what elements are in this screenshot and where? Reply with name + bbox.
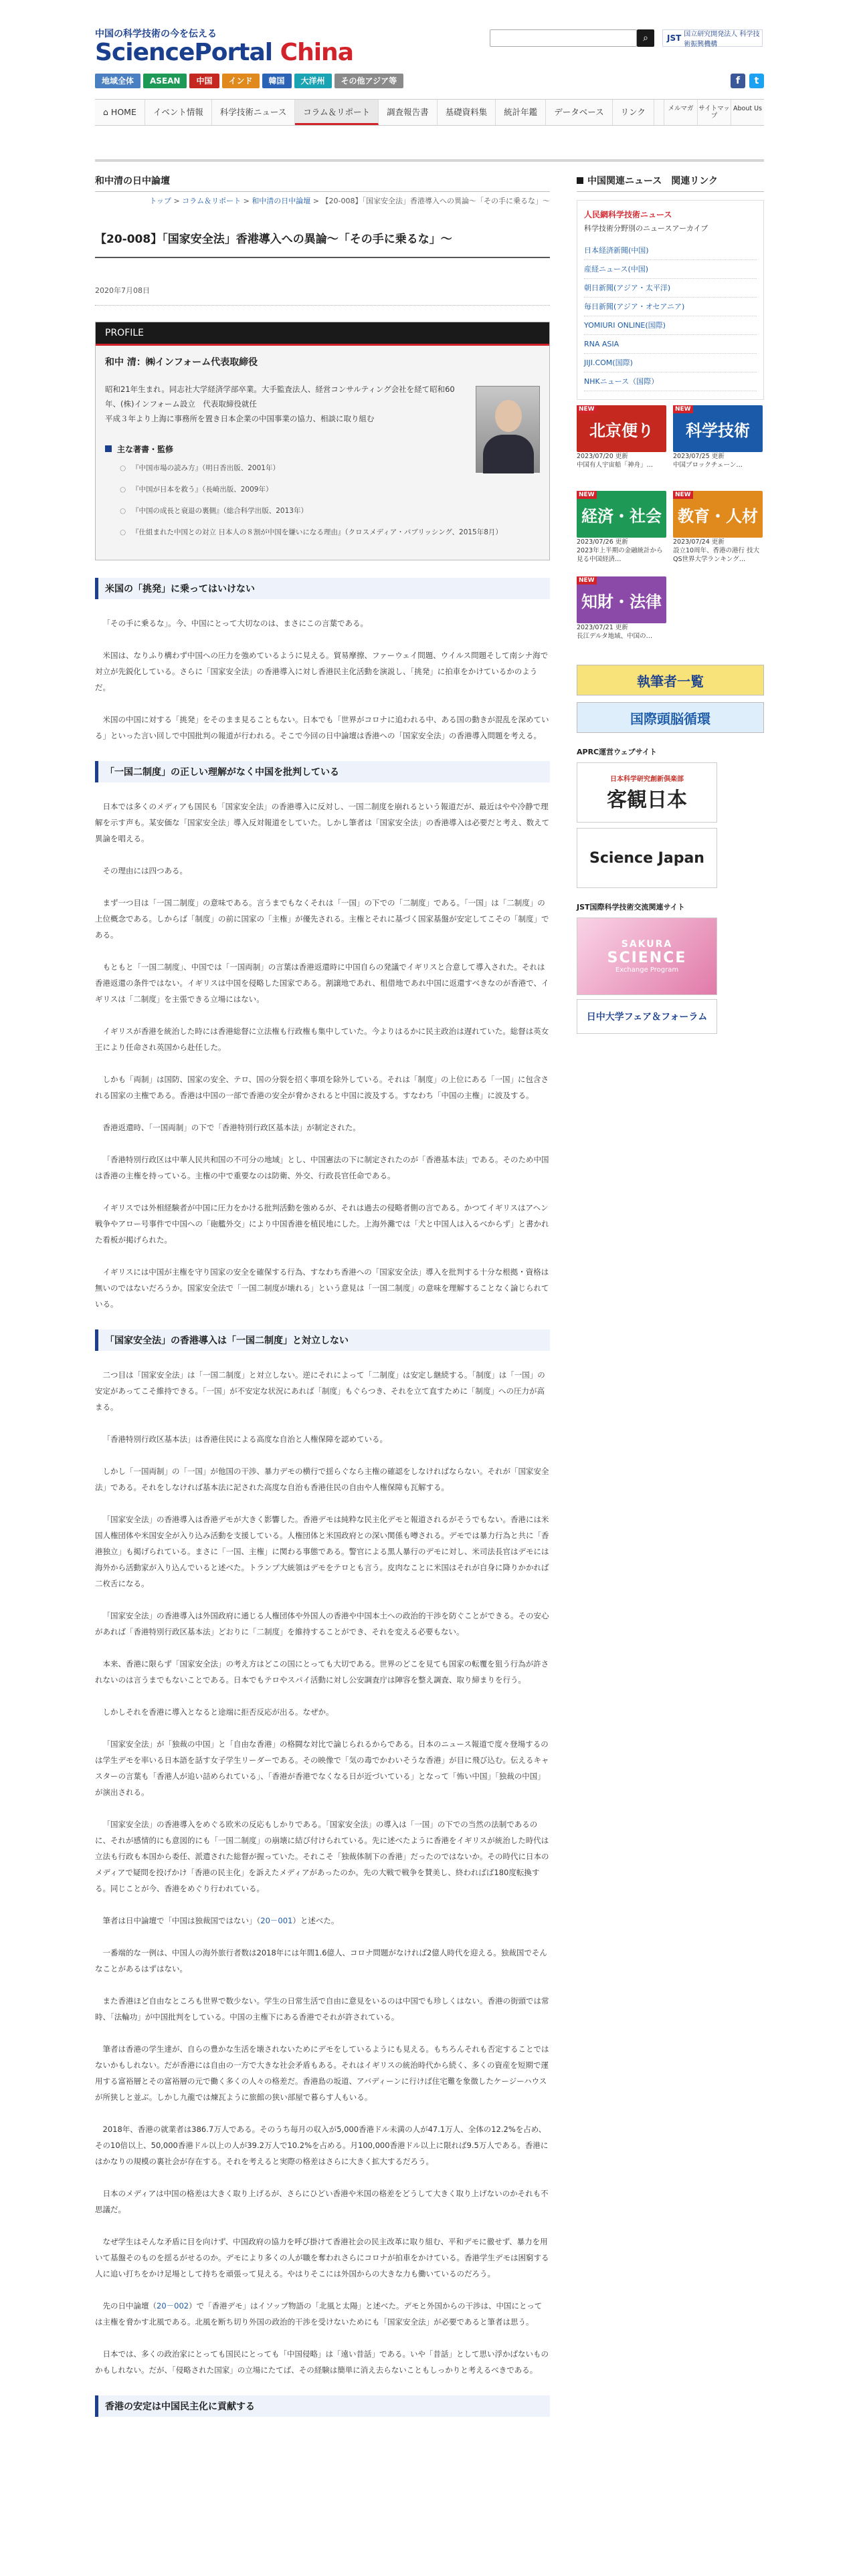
paragraph: 「国家安全法」の香港導入は香港デモが大きく影響した。香港デモは純粋な民主化デモと報道されるがそうでもない。香港には米国人権団体や米国安全が入り込み活動を支援している。人権団体と米国政府との深い関係も噂される。デモでは暴力行為と共に「香港独立」も掲げられている。まさに「一国、主権」に関わる事態である。警官による黒人暴行のデモに対し、米司法長官はデモには海外から活動家が入り込んでいると述べた。トランプ大統領はデモをテロとも言う。皮肉なことに米国はそれが自身に降りかかれば二枚舌になる。 xyxy=(95,1515,549,1588)
news-link[interactable]: RNA ASIA xyxy=(584,335,757,354)
news-link[interactable]: JIJI.COM(国際) xyxy=(584,354,757,372)
paragraph: 「香港特別行政区基本法」は香港住民による高度な自治と人権保障を認めている。 xyxy=(102,1434,387,1444)
thumbnail-image: NEW 北京便り xyxy=(577,405,666,452)
breadcrumb-column[interactable]: コラム＆リポート xyxy=(182,197,242,205)
new-badge: NEW xyxy=(577,491,597,499)
thumbnail-card[interactable] xyxy=(577,576,666,658)
region-tab[interactable]: ASEAN xyxy=(143,74,187,88)
search-input[interactable] xyxy=(490,29,637,47)
paragraph: 米国の中国に対する「挑発」をそのまま見ることもない。日本でも「世界がコロナに追われる中、ある国の動きが混乱を深めている」といった言い回しで中国批判の報道が行われる。そこで今回の日中論壇は香港への「国家安全法」の香港導入問題を考える。 xyxy=(95,715,549,740)
site-logo[interactable] xyxy=(95,39,353,66)
news-links xyxy=(584,241,757,391)
thumbnail-card[interactable] xyxy=(673,405,763,487)
region-tab[interactable]: その他アジア等 xyxy=(335,74,404,88)
thumbnail-caption: 2023/07/26 更新 2023年上半期の金融統計から見る中国経済… xyxy=(577,538,663,563)
header-divider xyxy=(95,159,764,162)
paragraph: しかし「一国両制」の「一国」が他国の干渉、暴力デモの横行で揺らぐなら主権の確認をしなければならない。それが「国家安全法」である。それをしなければ基本法に記された高度な自治も香港住民の自由や人権保障も瓦解する。 xyxy=(95,1467,549,1492)
paragraph: また香港ほど自由なところも世界で数少ない。学生の日常生活で自由に意見をいるのは中国でも珍しくはない。香港の街頭では常時、「法輪功」が中国批判をしている。中国の主権下にある香港でそれが許されている。 xyxy=(95,1996,549,2022)
article-heading: 香港の安定は中国民主化に貢献する xyxy=(95,2395,550,2417)
works-heading: 主な著書・監修 xyxy=(105,443,540,455)
science-japan-banner[interactable]: Science Japan xyxy=(577,828,717,888)
article-title: 【20-008】「国家安全法」香港導入への異論～「その手に乗るな」～ xyxy=(95,229,550,258)
thumbnail-card[interactable] xyxy=(673,491,763,572)
profile-body xyxy=(96,346,549,560)
paragraph: 2018年、香港の就業者は386.7万人である。そのうち毎月の収入が5,000香港ドル未満の人が47.1万人、全体の12.2%を占め、その10倍以上、50,000香港ドル以上の人が39.2万人で10.2%を占める。月100,000香港ドル以上に限れば9.5万人である。香港にはかなりの規模の裏社会が存在する。それを考えると実際の格差はさらに大きく拡大するだろう。 xyxy=(95,2125,549,2166)
nav-item[interactable]: リンク xyxy=(613,100,654,125)
nav-utility-icon[interactable]: About Us xyxy=(731,100,764,125)
section-heading: 和中清の日中論壇 xyxy=(95,174,550,192)
breadcrumb-series[interactable]: 和中清の日中論壇 xyxy=(252,197,311,205)
paragraph: 「国家安全法」の香港導入をめぐる欧米の反応もしかりである。「国家安全法」の導入は「一国」の下での当然の法制であるのに、それが感情的にも意図的にも「一国二制度」の崩壊に結び付けられている。先に述べたように香港をイギリスが統治した時代は立法も行政も本国から委任、派遣された総督が握っていた。それこそ「独裁体制下の香港」だったのではないか。その時代に日本のメディアで疑問を投げかけ「香港の民主化」を訴えたメディアがあったのか。先の大戦で戦争を賛美し、終わればば180度転換する。同じことが今、香港をめぐり行われている。 xyxy=(95,1820,549,1893)
search-button[interactable] xyxy=(637,29,654,47)
site-tagline: 中国の科学技術の今を伝える xyxy=(95,29,217,39)
paragraph: その理由には四つある。 xyxy=(102,866,187,875)
university-fair-banner[interactable]: 日中大学フェア＆フォーラム xyxy=(577,999,717,1034)
author-bio: 昭和21年生まれ。同志社大学経済学部卒業。大手監査法人、経営コンサルティング会社を経て昭和60年、(株)インフォーム設立 代表取締役就任 平成３年より上海に事務所を置き日本企業の中国事業の協力、相談に取り組む xyxy=(105,385,455,423)
sakura-science-banner[interactable]: SAKURA SCIENCE Exchange Program xyxy=(577,918,717,995)
sidebar-label: APRC運営ウェブサイト xyxy=(577,748,657,756)
page xyxy=(95,0,764,2412)
breadcrumb-current: 【20-008】「国家安全法」香港導入への異論～「その手に乗るな」～ xyxy=(321,197,550,205)
article-heading: 「国家安全法」の香港導入は「一国二制度」と対立しない xyxy=(95,1329,550,1351)
nav-item[interactable]: 基礎資料集 xyxy=(438,100,496,125)
main-nav xyxy=(95,99,764,126)
region-tab[interactable]: 中国 xyxy=(189,74,219,88)
thumbnail-caption: 2023/07/21 更新 長江デルタ地域、中国の… xyxy=(577,624,653,640)
new-badge: NEW xyxy=(577,405,597,413)
new-badge: NEW xyxy=(577,576,597,584)
news-link[interactable]: 朝日新聞(アジア・太平洋) xyxy=(584,279,757,298)
thumbnail-image: NEW 科学技術 xyxy=(673,405,763,452)
square-bullet-icon xyxy=(577,177,583,184)
author-name: 和中 清：㈱インフォーム代表取締役 xyxy=(105,357,258,368)
paragraph: なぜ学生はそんな矛盾に目を向けず、中国政府の協力を呼び掛けて香港社会の民主改革に取り組む、平和デモに徹せず、暴力を用いて基盤そのものを揺るがせるのか。デモにより多くの人が職を奪われさらにコロナが拍車をかけている。香港学生デモは困窮する人に追い打ちをかけ足場として持ちを頑張って見える。やはりそこには外国からの大きな力も働いているのだろう。 xyxy=(95,2237,549,2278)
facebook-icon[interactable]: f xyxy=(731,74,745,88)
nav-utility-icons xyxy=(664,100,764,125)
thumbnail-image: NEW 教育・人材 xyxy=(673,491,763,538)
thumbnail-caption: 2023/07/20 更新 中国有人宇宙船「神舟」… xyxy=(577,453,654,469)
kyakkan-japan-banner[interactable]: 日本科学研究創新倶楽部 客観日本 xyxy=(577,762,717,823)
paragraph: もともと「一国二制度」、中国では「一国両制」の言葉は香港返還時に中国自らの発議でイギリスと合意して導入された。それは香港返還の条件ではない。イギリスは中国を侵略した国家である。割譲地であれ、租借地であれ中国に返還すべきなのが香港で、イギリスは「二制度」を主張できる立場にはない。 xyxy=(95,962,549,1004)
thumbnail-image: NEW 知財・法律 xyxy=(577,576,666,623)
thumbnail-caption: 2023/07/24 更新 設立10周年、香港の港行 技大 QS世界大学ランキング… xyxy=(673,538,760,563)
list-item: ○ 『中国が日本を救う』（長崎出版、2009年） xyxy=(132,484,540,495)
thumbnail-card[interactable] xyxy=(577,405,666,487)
list-item: ○ 『中国の成長と衰退の裏側』（総合科学出版、2013年） xyxy=(132,506,540,516)
breadcrumb-top[interactable]: トップ xyxy=(149,197,171,205)
new-badge: NEW xyxy=(673,405,693,413)
news-link[interactable]: 産経ニュース(中国) xyxy=(584,260,757,279)
profile-heading: PROFILE xyxy=(96,322,549,346)
paragraph: 「その手に乗るな」。今、中国にとって大切なのは、まさにこの言葉である。 xyxy=(102,619,369,628)
list-item: ○ 『仕組まれた中国との対立 日本人の８割が中国を嫌いになる理由』（クロスメディア・パブリッシング、2015年8月） xyxy=(132,527,540,538)
nav-item[interactable]: ⌂ HOME xyxy=(95,100,145,125)
news-link[interactable]: 毎日新聞(アジア・オセアニア) xyxy=(584,298,757,316)
paragraph: まず一つ目は「一国二制度」の意味である。言うまでもなくそれは「一国」の下での「二制度」である。「一国」は「二制度」の上位概念である。しからば「制度」の前に国家の「主権」が優先される。主権とそれに基づく国家基盤が安定してこその「制度」である。 xyxy=(95,898,549,940)
sidebar-heading: 中国関連ニュース 関連リンク xyxy=(577,174,764,192)
authors-banner[interactable]: 執筆者一覧 xyxy=(577,665,764,695)
paragraph: イギリスには中国が主権を守り国家の安全を確保する行為、すなわち香港への「国家安全法」導入を批判する十分な根拠・資格は無いのではないだろうか。国家安全法で「一国二制度が壊れる」という意見は「一国二制度」の意味を理解することなく論じられている。 xyxy=(95,1267,549,1309)
sidebar xyxy=(577,174,764,1034)
paragraph: 「国家安全法」の香港導入は外国政府に通じる人権団体や外国人の香港や中国本土への政治的干渉を防ぐことができる。その安心があれば「香港特別行政区基本法」どおりに「二制度」を維持することができ、それを変える必要もない。 xyxy=(95,1611,549,1636)
paragraph: 一番端的な一例は、中国人の海外旅行者数は2018年には年間1.6億人、コロナ問題がなければ2億人時代を迎える。独裁国でそんなことがあるはずはない。 xyxy=(95,1948,547,1973)
logo-text-main: SciencePortal xyxy=(95,39,273,66)
region-tab[interactable]: 大洋州 xyxy=(294,74,332,88)
paragraph: 日本では多くのメディアも国民も「国家安全法」の香港導入に反対し、一国二制度を崩れるという報道だが、最近はやや冷静で理解を示す声も。某安価な「国家安全法」導入反対報道をしていた。しかし筆者は「国家安全法」の香港導入は必要だと考え、数えて異論を唱える。 xyxy=(95,802,550,843)
jst-logo[interactable] xyxy=(662,29,763,47)
news-box-subtitle: 科学技術分野別のニュースアーカイブ xyxy=(584,224,708,233)
thumbnail-card[interactable] xyxy=(577,491,666,572)
region-tab[interactable]: インド xyxy=(222,74,260,88)
paragraph: 本来、香港に限らず「国家安全法」の考え方はどこの国にとっても大切である。世界のどこを見ても国家の転覆を狙う行為が許されないのは言うまでもないことである。日本でもテロやスパイ活動に対し公安調査庁は陣容を整え調査、取り締まりを行う。 xyxy=(95,1659,549,1685)
nav-item[interactable]: 調査報告書 xyxy=(379,100,438,125)
paragraph: 先の日中論壇（20－002）で「香港デモ」はイソップ物語の「北風と太陽」と述べた。デモと外国からの干渉は、中国にとって は主権を脅かす北風である。北風を断ち切り外国の政治的干渉を受けないためにも「国家安全法」が必要であると筆者は思う。 xyxy=(95,2301,543,2327)
breadcrumb: トップ > コラム＆リポート > 和中清の日中論壇 > 【20-008】「国家安全法」香港導入への異論～「その手に乗るな」～ xyxy=(149,197,550,205)
related-news-box xyxy=(577,200,764,400)
region-tabs xyxy=(95,74,403,88)
region-tab[interactable]: 韓国 xyxy=(262,74,292,88)
region-tab[interactable]: 地域全体 xyxy=(95,74,140,88)
nav-item[interactable]: イベント情報 xyxy=(145,100,212,125)
nav-item[interactable]: 科学技術ニュース xyxy=(212,100,295,125)
sidebar-label: JST国際科学技術交流関連サイト xyxy=(577,903,685,911)
paragraph: 二つ目は「国家安全法」は「一国二制度」と対立しない。逆にそれによって「二制度」は安定し継続する。「制度」は「一国」の安定があってこそ維持できる。「一国」が不安定な状況にあれば「制度」もぐらつき、それを立て直すために「制度」への圧力が高まる。 xyxy=(95,1370,545,1412)
article-heading: 「一国二制度」の正しい理解がなく中国を批判している xyxy=(95,761,550,782)
author-photo xyxy=(476,386,540,473)
home-icon: ⌂ xyxy=(103,107,111,117)
twitter-icon[interactable]: t xyxy=(749,74,764,88)
jst-name: 国立研究開発法人 科学技術振興機構 xyxy=(684,31,760,48)
article-link-20-001[interactable]: 20－001 xyxy=(260,1916,293,1925)
paragraph: 筆者は香港の学生達が、自らの豊かな生活を壊されないためにデモをしているようにも見える。もちろんそれも否定することではないかもしれない。だが香港には自由の一方で大きな社会矛盾もある。それはイギリスの統治時代から続く、多くの資産を短期で運用する富裕層とその富裕層の元で働く多くの人々の格差だ。香港島の坂道、アバディーンに行けば住宅難を象徴したケージーハウスが所狭しと並ぶ。しかし九龍では煉瓦ように旅館の狭い部屋で暮らす人もいる。 xyxy=(95,2044,549,2102)
works-list xyxy=(105,463,540,538)
nav-item[interactable]: コラム＆リポート xyxy=(295,100,379,125)
new-badge: NEW xyxy=(673,491,693,499)
sns-links xyxy=(731,74,764,88)
news-link[interactable]: YOMIURI ONLINE(国際) xyxy=(584,316,757,335)
article-link-20-002[interactable]: 20－002 xyxy=(157,2301,189,2311)
paragraph: 日本では、多くの政治家にとっても国民にとっても「中国侵略」は「遠い昔話」である。いや「昔話」として思い浮かばないものかもしれない。だが、「侵略された国家」の立場にたてば、その経験は簡単に消え去らないこともしっかりと考えるべきである。 xyxy=(95,2349,549,2375)
nav-utility-icon[interactable]: メルマガ xyxy=(664,100,697,125)
nav-utility-icon[interactable]: サイトマップ xyxy=(697,100,731,125)
list-item: ○ 『中国市場の読み方』（明日香出版、2001年） xyxy=(132,463,540,473)
paragraph: 「国家安全法」が「独裁の中国」と「自由な香港」の格闘な対比で論じられるからである。日本のニュース報道で度々登場するのは学生デモを率いる日本語を話す女子学生リーダーである。その映像で「気の毒でかわいそうな香港」が目に飛び込む。伝えるキャスターの言葉も「香港人が追い詰められている」、「香港が香港でなくなる日が近づいている」となって「怖い中国」「独裁の中国」が演出される。 xyxy=(95,1739,549,1797)
search-icon: ⌕ xyxy=(643,33,648,43)
nav-item[interactable]: データベース xyxy=(546,100,612,125)
news-link[interactable]: NHKニュース（国際） xyxy=(584,372,757,391)
paragraph: イギリスが香港を統治した時には香港総督に立法権も行政権も集中していた。今よりはるかに民主政治は遅れていた。総督は英女王により任命され英国から赴任した。 xyxy=(95,1027,549,1052)
thumbnail-caption: 2023/07/25 更新 中国ブロックチェーン… xyxy=(673,453,743,469)
paragraph: しかも「両制」は国防、国家の安全、テロ、国の分裂を招く事項を除外している。それは「制度」の上位にある「一国」に包含される国家の主権である。香港は中国の一部で香港の安全が脅かされると中国に波及する。すなわち「中国の主権」に波及する。 xyxy=(95,1075,549,1100)
paragraph: 「香港特別行政区は中華人民共和国の不可分の地域」とし、中国憲法の下に制定されたのが「香港基本法」である。そのため中国は香港の主権を持っている。主権の中で重要なのは防衛、外交、行政長官任命である。 xyxy=(95,1155,549,1180)
site-header xyxy=(95,0,764,64)
brain-circulation-banner[interactable]: 国際頭脳循環 xyxy=(577,702,764,733)
nav-item[interactable]: 統計年鑑 xyxy=(496,100,546,125)
news-box-title[interactable]: 人民網科学技術ニュース xyxy=(584,210,672,219)
paragraph: 日本のメディアは中国の格差は大きく取り上げるが、さらにひどい香港や米国の格差をどうして大きく取り上げないのかそれも不思議だ。 xyxy=(95,2189,549,2214)
thumbnail-image: NEW 経済・社会 xyxy=(577,491,666,538)
paragraph: イギリスでは外相経験者が中国に圧力をかける批判活動を強めるが、それは過去の侵略者側の言である。かつてイギリスはアヘン戦争やアロー号事件で中国への「砲艦外交」により中国香港を植民地にした。上海外灘では「犬と中国人は入るべからず」と書かれた看板が掲げられた。 xyxy=(95,1203,549,1245)
paragraph: 筆者は日中論壇で「中国は独裁国ではない」（20－001）と述べた。 xyxy=(102,1916,339,1925)
article-column xyxy=(95,174,550,2417)
author-profile xyxy=(95,322,550,560)
column-thumbnails xyxy=(577,405,764,658)
article-date: 2020年7月08日 xyxy=(95,285,550,306)
news-link[interactable]: 日本経済新聞(中国) xyxy=(584,241,757,260)
paragraph: 香港返還時、「一国両制」の下で「香港特別行政区基本法」が制定された。 xyxy=(102,1123,361,1132)
paragraph: 米国は、なりふり構わず中国への圧力を強めているように見える。貿易摩擦、ファーウェイ問題、ウイルス問題そして南シナ海で対立が先鋭化している。さらに「国家安全法」の香港導入に対し香港民主化活動を演説し、「挑発」に拍車をかけているかのようだ。 xyxy=(95,651,549,692)
article-heading: 米国の「挑発」に乗ってはいけない xyxy=(95,578,550,599)
logo-text-china: China xyxy=(280,39,353,66)
paragraph: しかしそれを香港に導入となると途端に拒否反応が出る。なぜか。 xyxy=(102,1707,334,1717)
jst-mark: JST xyxy=(667,33,682,43)
square-bullet-icon xyxy=(105,445,112,452)
